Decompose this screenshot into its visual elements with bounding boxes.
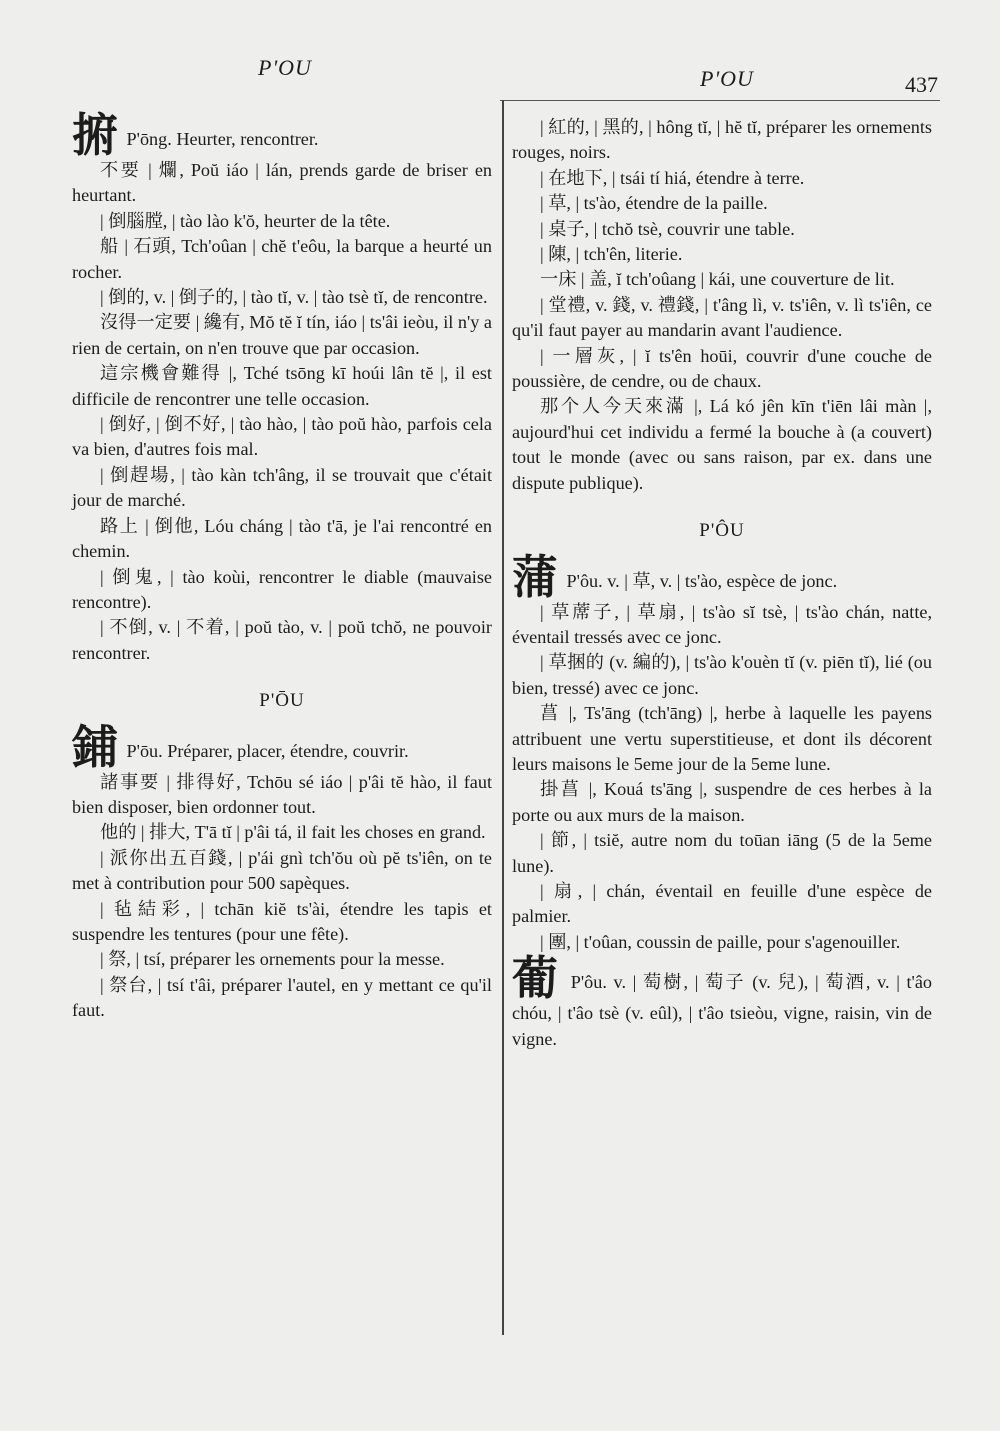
right-column (512, 115, 932, 1052)
entry-head (512, 549, 932, 604)
entry-head (72, 108, 492, 162)
entry-text: P'ōng. Heurter, rencontrer. (122, 129, 319, 149)
entry: | 團, | t'oûan, coussin de paille, pour s'agenouiller. (540, 931, 901, 952)
left-column (72, 108, 492, 1024)
entry: | 節, | tsiĕ, autre nom du toūan iāng (5 de la 5eme lune). (512, 830, 932, 876)
entry: 那个人今天來滿 |, Lá kó jên kīn t'iēn lâi màn |, aujourd'hui cet individu a fermé la bouche à (a couvert) tout le monde (avec ou sans raison, par ex. dans une dispute publique). (512, 396, 932, 493)
entry: 菖 |, Ts'āng (tch'āng) |, herbe à laquelle les payens attribuent une vertu superstitieuse, et dont ils décorent leurs maisons le 5eme jour de la 5eme lune. (512, 703, 932, 774)
entry: | 桌子, | tchŏ tsè, couvrir une table. (540, 218, 795, 239)
entry: 掛菖 |, Kouá ts'āng |, suspendre de ces herbes à la porte ou aux murs de la maison. (512, 779, 932, 825)
entry: | 草蓆子, | 草扇, | ts'ào sĭ tsè, | ts'ào chán, natte, éventail tressés avec ce jonc. (512, 601, 932, 647)
entry-head (72, 719, 492, 774)
head-character: 鋪 (72, 719, 118, 774)
entry: | 祭, | tsí, préparer les ornements pour la messe. (100, 949, 445, 970)
page-number: 437 (905, 72, 938, 97)
entry: | 倒趕場, | tào kàn tch'âng, il se trouvait que c'était jour de marché. (72, 464, 492, 511)
entry: | 扇, | chán, éventail en feuille d'une espèce de palmier. (512, 880, 932, 927)
running-head-right: P'OU (700, 66, 754, 91)
section-title: P'ÔU (699, 520, 745, 542)
entry: | 祭台, | tsí t'âi, préparer l'autel, en y mettant ce qu'il faut. (72, 974, 492, 1021)
entry: 這宗機會難得 |, Tché tsōng kī hoúi lân tĕ |, il est difficile de rencontrer une telle occasion. (72, 363, 492, 409)
head-character: 葡 (512, 951, 561, 1006)
section-title: P'ŌU (259, 690, 305, 712)
entry-text: P'ôu. v. | 草, v. | ts'ào, espèce de jonc. (562, 570, 838, 591)
entry: 諸事要 | 排得好, Tchōu sé iáo | p'âi tĕ hào, il faut bien disposer, bien ordonner tout. (72, 771, 492, 817)
head-character: 捬 (72, 108, 118, 162)
entry: 船 | 石頭, Tch'oûan | chĕ t'eôu, la barque a heurté un rocher. (72, 236, 492, 282)
entry: | 毡結彩, | tchān kiĕ ts'ài, étendre les tapis et suspendre les tentures (pour une fête). (72, 898, 492, 944)
entry: 他的 | 排大, T'ā tĭ | p'âi tá, il fait les choses en grand. (100, 822, 486, 843)
entry: | 倒的, v. | 倒子的, | tào tĭ, v. | tào tsè tĭ, de rencontre. (100, 287, 488, 308)
entry: | 倒好, | 倒不好, | tào hào, | tào poŭ hào, parfois cela va bien, d'autres fois mal. (72, 414, 492, 460)
header-rule (500, 100, 940, 101)
head-character: 蒲 (512, 549, 558, 604)
entry: | 派你出五百錢, | p'ái gnì tch'ŏu où pĕ ts'iên, on te met à contribution pour 500 sapèques. (72, 847, 492, 894)
entry: 路上 | 倒他, Lóu cháng | tào t'ā, je l'ai rencontré en chemin. (72, 515, 492, 562)
entry: 沒得一定要 | 纔有, Mŏ tĕ ĭ tín, iáo | ts'âi ieòu, il n'y a rien de certain, on n'en trouve que par occasion. (72, 312, 492, 358)
entry-text: P'ôu. v. | 萄樹, | 萄子 (v. 兒), | 萄酒, v. | t'âo chóu, | t'âo tsè (v. eûl), | t'âo tsieòu, vigne, raisin, vin de vigne. (512, 972, 932, 1049)
entry: | 不倒, v. | 不着, | poŭ tào, v. | poŭ tchŏ, ne pouvoir rencontrer. (72, 617, 492, 663)
entry: | 陳, | tch'ên, literie. (540, 244, 683, 265)
entry: 不要 | 爛, Poŭ iáo | lán, prends garde de briser en heurtant. (72, 160, 492, 206)
entry: | 倒腦膛, | tào lào k'ŏ, heurter de la tête. (100, 210, 391, 231)
entry: | 倒鬼, | tào koùi, rencontrer le diable (mauvaise rencontre). (72, 566, 492, 612)
column-divider (502, 100, 504, 1335)
entry: | 堂禮, v. 錢, v. 禮錢, | t'âng lì, v. ts'iên, v. lì ts'iên, ce qu'il faut payer au mandarin avant l'audience. (512, 294, 932, 341)
entry: | 草, | ts'ào, étendre de la paille. (540, 193, 768, 214)
entry-text: P'ōu. Préparer, placer, étendre, couvrir. (122, 740, 409, 761)
entry: | 一層灰, | ĭ ts'ên hoūi, couvrir d'une couche de poussière, de cendre, ou de chaux. (512, 345, 932, 392)
entry: | 草捆的 (v. 編的), | ts'ào k'ouèn tĭ (v. piēn tĭ), lié (ou bien, tressé) avec ce jonc. (512, 652, 932, 698)
entry: | 紅的, | 黑的, | hông tĭ, | hĕ tĭ, préparer les ornements rouges, noirs. (512, 117, 932, 163)
entry: 一床 | 盖, ĭ tch'oûang | kái, une couverture de lit. (540, 269, 895, 290)
entry: | 在地下, | tsái tí hiá, étendre à terre. (540, 167, 805, 188)
running-head-left: P'OU (258, 55, 312, 80)
entry-head (512, 951, 932, 1052)
